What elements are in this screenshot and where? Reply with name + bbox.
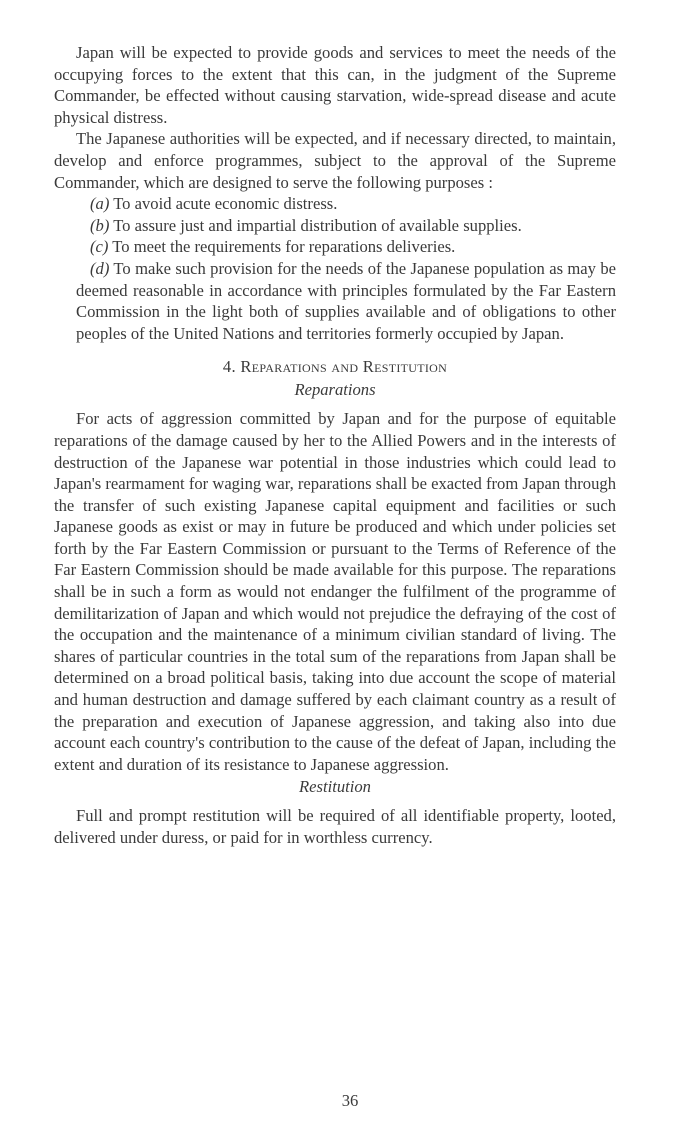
- section-heading: [54, 356, 616, 378]
- purpose-item-marker: (c): [90, 237, 109, 257]
- section-number: 4.: [222, 357, 236, 377]
- purpose-item-marker: (b): [90, 215, 110, 235]
- restitution-heading: Restitution: [299, 777, 371, 797]
- purpose-item-c: [54, 236, 616, 258]
- document-page: [54, 42, 616, 849]
- purpose-item-b: [54, 215, 616, 237]
- paragraph-occupying-forces: Japan will be expected to provide goods and services to meet the needs of the occupying forces to the extent that this can, in the judgment of the Supreme Commander, be effected without causing starvation, wide-spread disease and acute physical distress.: [54, 43, 616, 127]
- purpose-item-text: To make such provision for the needs of the Japanese population as may be deemed reasonable in accordance with principles formulated by the Far Eastern Commission in the light both of supplies available and of obligations to other peoples of the United Nations and territories formerly occupied by Japan.: [76, 258, 616, 343]
- purpose-item-text: To avoid acute economic distress.: [109, 194, 338, 214]
- restitution-paragraph: Full and prompt restitution will be required of all identifiable property, looted, delivered under duress, or paid for in worthless currency.: [54, 806, 616, 847]
- purpose-item-marker: (d): [90, 258, 110, 278]
- purpose-item-d: [54, 258, 616, 344]
- reparations-paragraph: For acts of aggression committed by Japan and for the purpose of equitable reparations of the damage caused by her to the Allied Powers and in the interests of destruction of the Japanese war potential in those industries which could lead to Japan's rearmament for waging war, reparations shall be exacted from Japan through the transfer of such existing Japanese capital equipment and facilities or such Japanese goods as exist or may in future be produced and which under policies set forth by the Far Eastern Commission or pursuant to the Terms of Reference of the Far Eastern Commission should be made available for this purpose. The reparations shall be in such a form as would not endanger the fulfilment of the programme of demilitarization of Japan and which would not prejudice the defraying of the cost of the occupation and the maintenance of a minimum civilian standard of living. The shares of particular countries in the total sum of the reparations from Japan shall be determined on a broad political basis, taking into due account the scope of material and human destruction and damage suffered by each claimant country as a result of the preparation and execution of Japanese aggression, and taking also into due account each country's contribution to the cause of the defeat of Japan, including the extent and duration of its resistance to Japanese aggression.: [54, 409, 616, 774]
- page-number: 36: [341, 1091, 359, 1110]
- section-title: Reparations and Restitution: [240, 357, 448, 377]
- purpose-item-text: To assure just and impartial distribution of available supplies.: [109, 215, 522, 235]
- paragraph-japanese-authorities: The Japanese authorities will be expected, and if necessary directed, to maintain, develop and enforce programmes, subject to the approval of the Supreme Commander, which are designed to serve the following purposes :: [54, 129, 616, 192]
- purpose-item-a: [54, 193, 616, 215]
- reparations-heading: Reparations: [294, 380, 376, 400]
- purpose-item-text: To meet the requirements for reparations deliveries.: [108, 237, 456, 257]
- purpose-item-marker: (a): [90, 194, 110, 214]
